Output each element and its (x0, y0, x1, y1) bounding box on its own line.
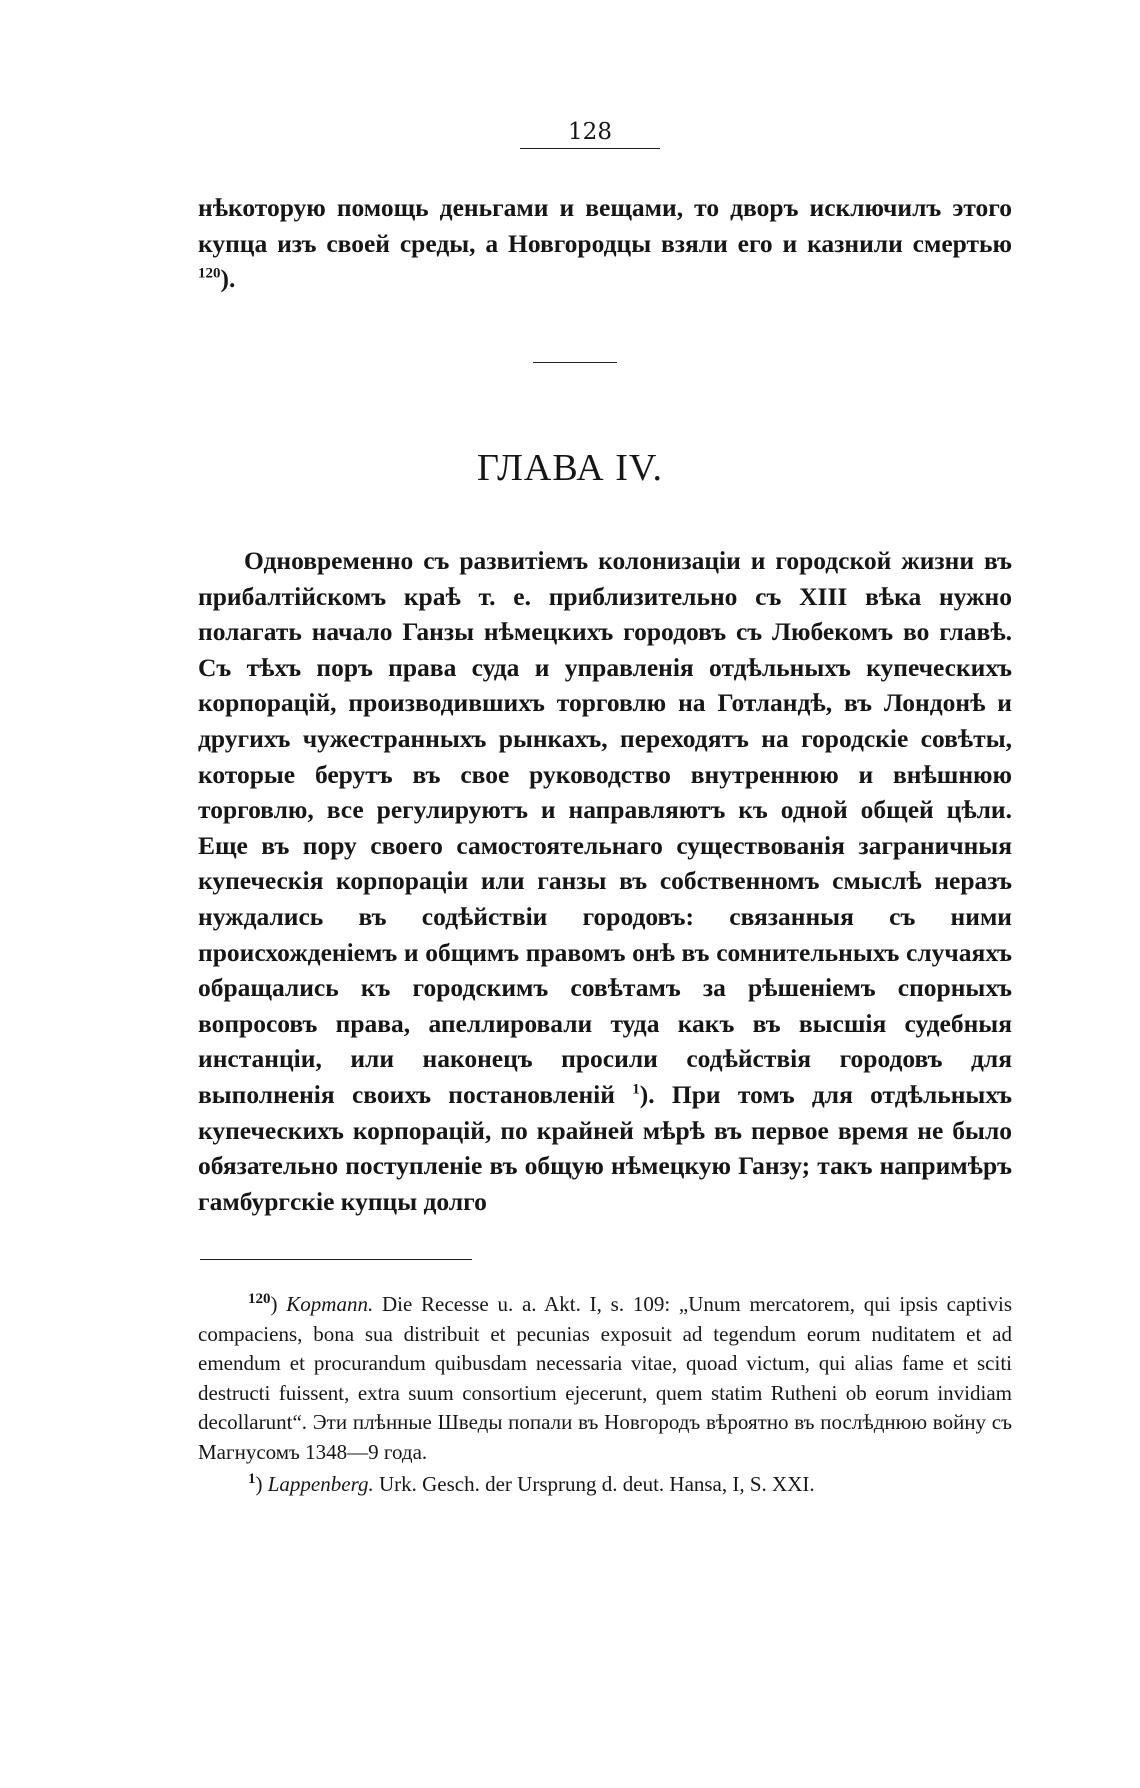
footnote-1 (198, 1470, 1012, 1500)
footnote-separator (200, 1259, 472, 1260)
footnote-marker-close: ) (255, 1471, 263, 1496)
footnote-marker: 1 (248, 1470, 256, 1487)
page-number: 128 (520, 118, 660, 149)
chapter-paragraph-end: ). При томъ для отдѣльныхъ купеческихъ корпорацій, по крайней мѣрѣ въ первое время не было обязательно поступленіе въ общую нѣмецкую Ганзу; такъ напримѣръ гамбургскіе купцы долго (198, 1079, 1012, 1216)
footnote-marker-close: ) (270, 1292, 278, 1316)
footnote-marker: 120 (248, 1291, 271, 1307)
footnotes (198, 1290, 1012, 1499)
footnote-author: Kopmann. (286, 1292, 374, 1316)
chapter-paragraph-text: Одновременно съ развитіемъ колонизаціи и городской жизни въ прибалтійскомъ краѣ т. е. приблизительно съ XIII вѣка нужно полагать начало Ганзы нѣмецкихъ городовъ съ Любекомъ во главѣ. Съ тѣхъ поръ права суда и управленія отдѣльныхъ купеческихъ корпорацій, производившихъ торговлю на Готландѣ, въ Лондонѣ и другихъ чужестранныхъ рынкахъ, переходятъ на городскіе совѣты, которые берутъ въ свое руководство внутреннюю и внѣшнюю торговлю, все регулируютъ и направляютъ къ одной общей цѣли. Еще въ пору своего самостоятельнаго существованія заграничныя купеческія корпораціи или ганзы въ собственномъ смыслѣ неразъ нуждались въ содѣйствіи городовъ: связанныя съ ними происхожденіемъ и общимъ правомъ онѣ въ сомнительныхъ случаяхъ обращались къ городскимъ совѣтамъ за рѣшеніемъ спорныхъ вопросовъ права, апеллировали туда какъ въ высшія судебныя инстанціи, или наконецъ просили содѣйствія городовъ для выполненія своихъ постановленій (198, 546, 1012, 1109)
chapter-paragraph (198, 543, 1012, 1219)
chapter-title: ГЛАВА IV. (477, 447, 663, 489)
footnote-120 (198, 1290, 1012, 1468)
footnote-ref-120: 120 (198, 265, 221, 282)
continued-paragraph-end: ). (220, 264, 236, 294)
continued-paragraph-text: нѣкоторую помощь деньгами и вещами, то дворъ исключилъ этого купца изъ своей среды, а Новгородцы взяли его и казнили смертью (198, 193, 1012, 258)
footnote-text: Die Recesse u. a. Akt. I, s. 109: „Unum mercatorem, qui ipsis captivis compaciens, bona sua distribuit et pecunias exposuit ad tegendum eorum nuditatem et ad emendum et procurandum quibusdam necessaria vitae, quoad victum, qui alias fame et sciti destructi fuissent, extra suum consortium ejecerunt, quem statim Rutheni ob eorum invidiam decollarunt“. Эти плѣнные Шведы попали въ Новгородъ вѣроятно въ послѣднюю войну съ Магнусомъ 1348—9 года. (198, 1292, 1012, 1464)
footnote-text: Urk. Gesch. der Ursprung d. deut. Hansa, I, S. XXI. (373, 1471, 815, 1496)
section-divider (533, 362, 617, 363)
continued-paragraph (198, 190, 1012, 297)
footnote-ref-1: 1 (632, 1081, 640, 1098)
footnote-author: Lappenberg. (267, 1471, 374, 1496)
